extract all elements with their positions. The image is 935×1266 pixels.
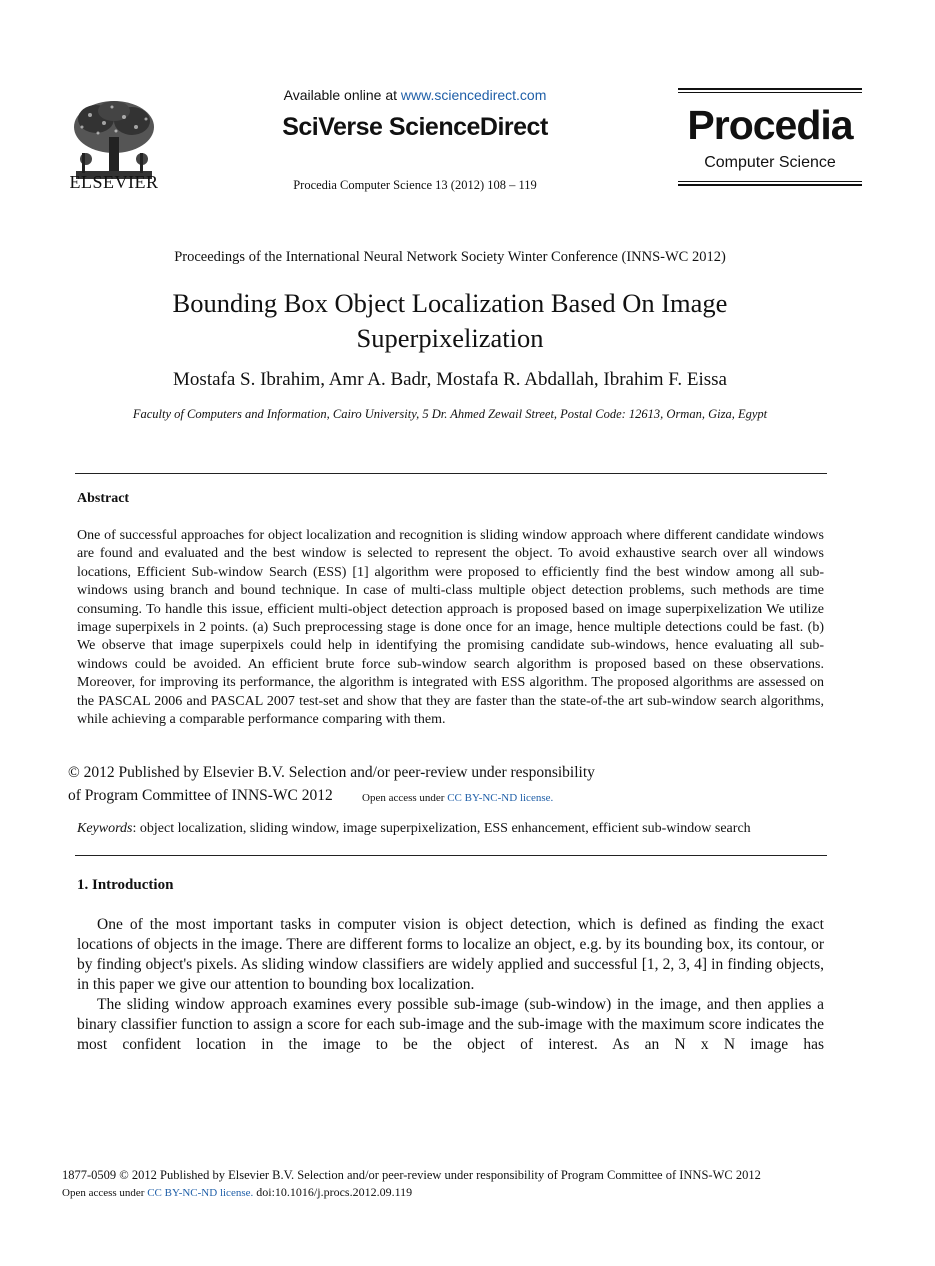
paper-title: Bounding Box Object Localization Based On Image Superpixelization	[172, 288, 728, 353]
copyright-line-2: of Program Committee of INNS-WC 2012	[68, 787, 333, 804]
abstract-heading: Abstract	[77, 491, 130, 506]
footer-license-doi	[62, 1185, 412, 1200]
footer-open-access-prefix: Open access under	[62, 1187, 148, 1199]
divider-top	[75, 473, 827, 474]
keywords-text: : object localization, sliding window, image superpixelization, ESS enhancement, efficient sub-window search	[132, 821, 751, 836]
procedia-subtitle: Computer Science	[704, 154, 836, 171]
divider-bottom	[75, 855, 827, 856]
keywords-label: Keywords	[77, 821, 133, 836]
introduction-paragraph-1: One of the most important tasks in computer vision is object detection, which is defined as finding the exact locations of objects in the image. There are different forms to localize an object, e.g. by its bounding box, its contour, or by finding object's pixels. As sliding window classifiers are widely applied and successful [1, 2, 3, 4] in finding objects, in this paper we give our attention to bounding box localization.	[77, 916, 824, 993]
proceedings-line: Proceedings of the International Neural Network Society Winter Conference (INNS-WC 2012)	[174, 249, 726, 265]
available-online-line	[240, 87, 590, 103]
elsevier-wordmark: ELSEVIER	[69, 172, 159, 192]
logo-rule-bottom-thin	[678, 181, 862, 182]
abstract-body: One of successful approaches for object localization and recognition is sliding window approach where different candidate windows are found and evaluated and the best window is selected to represent the object. To avoid exhaustive search over all windows locations, Efficient Sub-window Search (ESS) [1] algorithm were proposed to efficiently find the best window among all sub-windows using branch and bound technique. In case of multi-class multiple object detection problems, such methods are time consuming. To handle this issue, efficient multi-object detection approach is proposed based on image superpixelization We utilize image superpixels in 2 points. (a) Such preprocessing stage is done once for an image, hence multiple detections could be fast. (b) We observe that image superpixels could help in identifying the promising candidate sub-windows, hence evaluating all sub-windows could be avoided. An efficient brute force sub-window search algorithm is proposed based on these observations. Moreover, for improving its performance, the algorithm is integrated with ESS algorithm. The proposed algorithms are assessed on the PASCAL 2006 and PASCAL 2007 test-set and show that they are faster than the state-of-the art sub-window search algorithms, while achieving a comparable performance comparing with them.	[77, 528, 824, 728]
introduction-paragraph-2: The sliding window approach examines every possible sub-image (sub-window) in the image, and then applies a binary classifier function to assign a score for each sub-image and the sub-image with the maximum score indicates the most confident location in the image to be the object of interest. As an N x N image has	[77, 996, 824, 1053]
footer-copyright: 1877-0509 © 2012 Published by Elsevier B.V. Selection and/or peer-review under responsibility of Program Committee of INNS-WC 2012	[62, 1168, 761, 1182]
procedia-logo	[678, 88, 862, 188]
available-online-prefix: Available online at	[283, 87, 401, 103]
footer-license-link[interactable]: CC BY-NC-ND license.	[147, 1187, 254, 1199]
logo-rule-bottom	[678, 184, 862, 186]
sciencedirect-link[interactable]: www.sciencedirect.com	[400, 87, 547, 103]
open-access-note	[362, 792, 553, 804]
logo-rule-top-thin	[678, 92, 862, 93]
footer-doi: doi:10.1016/j.procs.2012.09.119	[253, 1185, 413, 1199]
paper-affiliation: Faculty of Computers and Information, Cairo University, 5 Dr. Ahmed Zewail Street, Postal Code: 12613, Orman, Giza, Egypt	[132, 407, 768, 421]
logo-rule-top	[678, 88, 862, 90]
copyright-line-1: © 2012 Published by Elsevier B.V. Selection and/or peer-review under responsibility	[68, 764, 595, 781]
license-link[interactable]: CC BY-NC-ND license.	[447, 792, 554, 804]
sciverse-sciencedirect-logo: SciVerse ScienceDirect	[282, 113, 548, 141]
introduction-body	[77, 915, 824, 1055]
paper-authors: Mostafa S. Ibrahim, Amr A. Badr, Mostafa R. Abdallah, Ibrahim F. Eissa	[173, 369, 727, 390]
procedia-wordmark: Procedia	[687, 102, 853, 148]
introduction-heading: 1. Introduction	[77, 877, 174, 893]
journal-reference: Procedia Computer Science 13 (2012) 108 – 119	[293, 178, 537, 192]
open-access-prefix: Open access under	[362, 792, 448, 804]
keywords-line	[77, 821, 827, 837]
